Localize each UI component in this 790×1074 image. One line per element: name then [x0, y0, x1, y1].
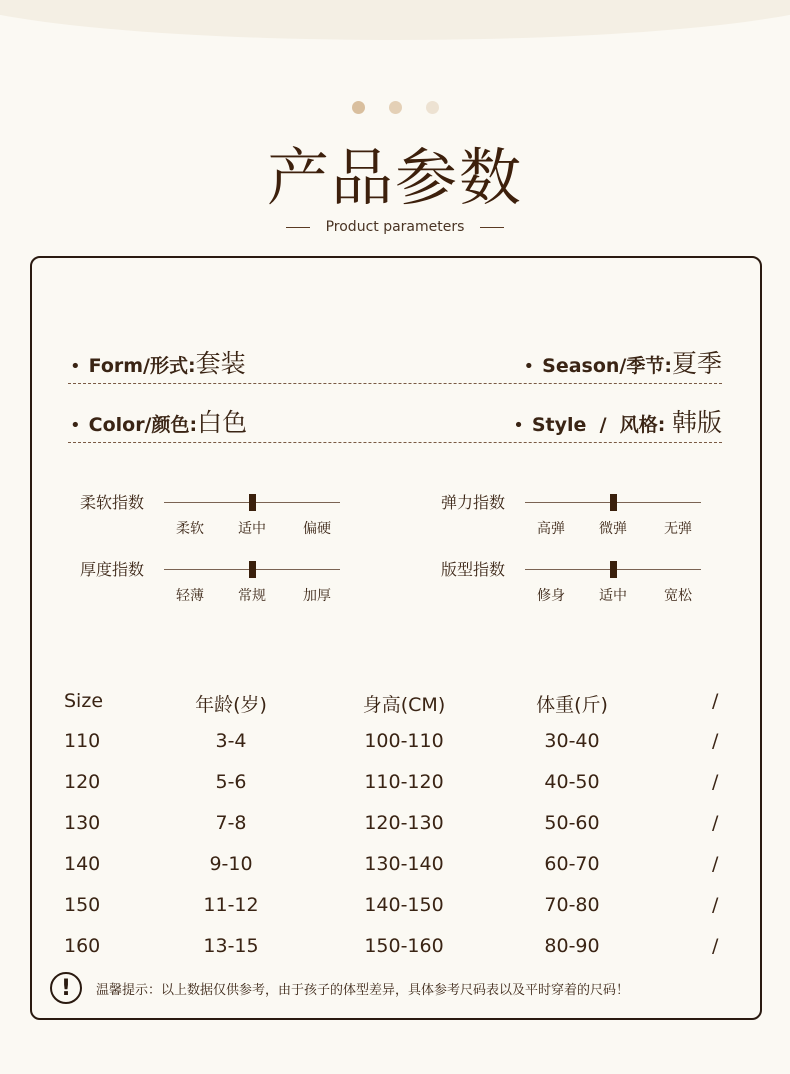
bullet-icon: •	[70, 415, 81, 436]
dot-icon	[352, 101, 365, 114]
index-softness	[80, 490, 360, 550]
table-cell: 150	[64, 894, 101, 916]
table-row: 150 11-12 140-150 70-80 /	[64, 894, 719, 916]
attribute-label: Color/颜色:	[88, 414, 198, 436]
table-cell: 120	[64, 771, 101, 793]
index-option: 柔软	[176, 521, 204, 537]
attribute-season	[524, 344, 722, 380]
index-option: 偏硬	[303, 521, 331, 537]
table-cell: 130	[64, 812, 101, 834]
index-marker	[249, 494, 256, 511]
page-title: 产品参数	[266, 141, 523, 214]
attribute-value: 韩版	[671, 408, 722, 437]
index-option: 高弹	[537, 521, 565, 537]
table-cell: /	[712, 894, 719, 916]
index-option: 轻薄	[176, 588, 204, 604]
index-option: 常规	[238, 588, 266, 604]
bullet-icon: •	[70, 356, 81, 377]
index-option: 加厚	[303, 588, 331, 604]
table-header-cell: /	[712, 690, 719, 712]
attribute-form	[70, 344, 246, 380]
table-row: 130 7-8 120-130 50-60 /	[64, 812, 719, 834]
index-option: 无弹	[664, 521, 692, 537]
table-cell: 110	[64, 730, 101, 752]
index-option: 修身	[537, 588, 565, 604]
exclamation-icon: !	[50, 972, 82, 1004]
divider-line	[480, 227, 504, 228]
dot-icon	[426, 101, 439, 114]
table-row: 140 9-10 130-140 60-70 /	[64, 853, 719, 875]
index-option: 适中	[599, 588, 627, 604]
notice	[50, 972, 629, 1004]
top-banner-curve	[0, 0, 790, 40]
bullet-icon: •	[513, 415, 524, 436]
index-name: 弹力指数	[441, 493, 506, 512]
index-fit	[441, 557, 721, 617]
index-name: 厚度指数	[80, 560, 145, 579]
attribute-color	[70, 403, 247, 439]
attribute-style	[513, 403, 722, 439]
attribute-value: 白色	[197, 408, 248, 437]
attribute-value: 夏季	[671, 349, 722, 378]
table-cell: /	[712, 812, 719, 834]
table-cell: 140	[64, 853, 101, 875]
index-option: 微弹	[599, 521, 627, 537]
attribute-row	[68, 404, 722, 443]
attribute-label: Form/形式:	[88, 355, 196, 377]
index-name: 柔软指数	[80, 493, 145, 512]
dot-icon	[389, 101, 402, 114]
notice-text: 温馨提示：以上数据仅供参考，由于孩子的体型差异，具体参考尺码表以及平时穿着的尺码！	[96, 982, 630, 998]
divider-line	[286, 227, 310, 228]
index-marker	[249, 561, 256, 578]
attribute-label: Season/季节:	[542, 355, 672, 377]
table-cell: /	[712, 771, 719, 793]
index-option: 宽松	[664, 588, 692, 604]
page-subtitle: Product parameters	[325, 219, 465, 235]
attribute-value: 套装	[195, 349, 246, 378]
table-cell: /	[712, 935, 719, 957]
decorative-dots	[0, 101, 790, 114]
index-marker	[610, 494, 617, 511]
table-header-row: Size 年龄(岁) 身高(CM) 体重(斤) /	[64, 690, 719, 716]
index-elasticity	[441, 490, 721, 550]
table-cell: /	[712, 730, 719, 752]
table-row: 160 13-15 150-160 80-90 /	[64, 935, 719, 957]
subtitle-row	[0, 219, 790, 235]
index-thickness	[80, 557, 360, 617]
table-cell: /	[712, 853, 719, 875]
bullet-icon: •	[523, 356, 535, 377]
attribute-row	[68, 345, 722, 384]
table-row: 110 3-4 100-110 30-40 /	[64, 730, 719, 752]
table-row: 120 5-6 110-120 40-50 /	[64, 771, 719, 793]
index-marker	[610, 561, 617, 578]
index-name: 版型指数	[441, 560, 506, 579]
table-cell: 160	[64, 935, 101, 957]
attribute-label: Style / 风格:	[531, 414, 672, 436]
table-header-cell: Size	[64, 690, 104, 712]
index-option: 适中	[238, 521, 266, 537]
